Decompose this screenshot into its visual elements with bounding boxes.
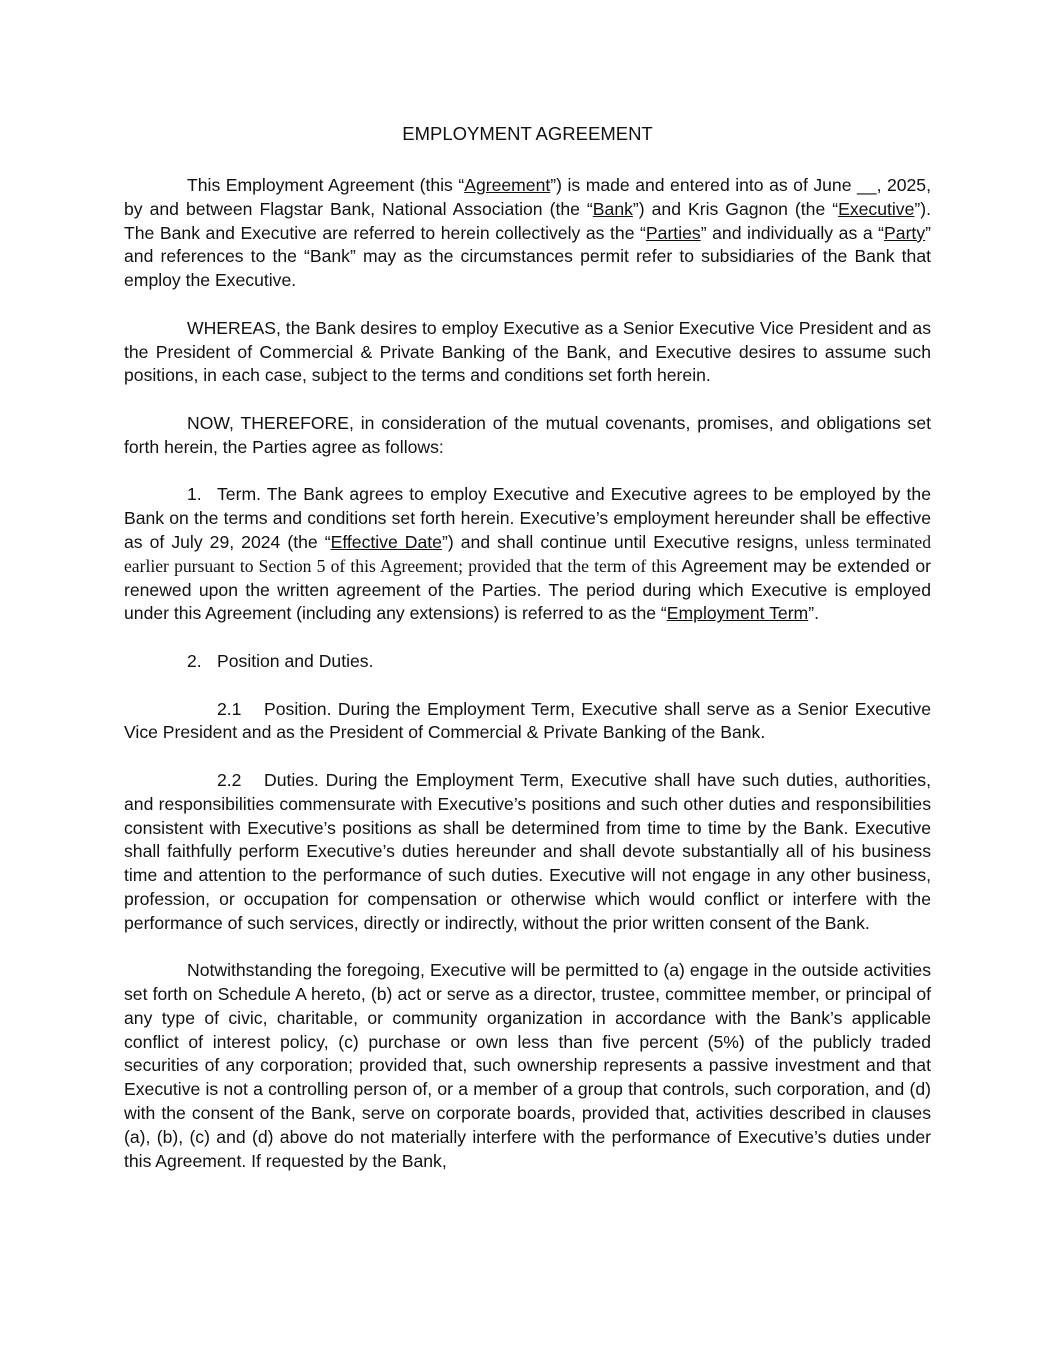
intro-text: ”) and Kris Gagnon (the “	[632, 198, 839, 219]
subsection-text: Duties. During the Employment Term, Executive shall have such duties, authorities, and responsibilities commensurate with Executive’s positions and such other duties and responsibilities consistent with Executive’s positions as shall be determined from time to time by the Bank. Executive shall faithfully perform Executive’s duties hereunder and shall devote substantially all of his business time and attention to the performance of such duties. Executive will not engage in any other business, profession, or occupation for compensation or otherwise which would conflict or interfere with the performance of such services, directly or indirectly, without the prior written consent of the Bank.	[124, 769, 931, 933]
intro-text: ”). The Bank and Executive are referred to herein collectively as the “	[124, 198, 931, 243]
intro-text: This Employment Agreement (this “	[187, 175, 465, 195]
section-2-heading	[124, 650, 931, 674]
defined-term-agreement: Agreement	[464, 175, 551, 195]
defined-term-employment-term: Employment Term	[666, 603, 809, 624]
subsection-text: Position. During the Employment Term, Executive shall serve as a Senior Executive Vice President and as the President of Commercial & Private Banking of the Bank.	[124, 698, 931, 743]
section-1-paragraph	[124, 483, 931, 626]
section-text-serif: unless terminated earlier pursuant to Section 5 of this Agreement; provided that the term of this	[124, 531, 931, 576]
whereas-paragraph: WHEREAS, the Bank desires to employ Executive as a Senior Executive Vice President and as the President of Commercial & Private Banking of the Bank, and Executive desires to assume such positions, in each case, subject to the terms and conditions set forth herein.	[124, 317, 931, 386]
intro-text: ” and individually as a “	[700, 222, 885, 243]
section-number: 2.	[187, 650, 202, 671]
defined-term-parties: Parties	[645, 222, 701, 243]
document-title: EMPLOYMENT AGREEMENT	[402, 123, 653, 144]
section-2-1-paragraph	[124, 698, 931, 746]
document-page	[124, 122, 931, 1173]
section-heading-text: Position and Duties.	[217, 650, 374, 671]
subsection-number: 2.2	[217, 769, 242, 790]
intro-paragraph	[124, 174, 931, 293]
notwithstanding-paragraph: Notwithstanding the foregoing, Executive will be permitted to (a) engage in the outside activities set forth on Schedule A hereto, (b) act or serve as a director, trustee, committee member, or principal of any type of civic, charitable, or community organization in accordance with the Bank’s applicable conflict of interest policy, (c) purchase or own less than five percent (5%) of the publicly traded securities of any corporation; provided that, such ownership represents a passive investment and that Executive is not a controlling person of, or a member of a group that controls, such corporation, and (d) with the consent of the Bank, serve on corporate boards, provided that, activities described in clauses (a), (b), (c) and (d) above do not materially interfere with the performance of Executive’s duties under this Agreement. If requested by the Bank,	[124, 960, 931, 1171]
defined-term-effective-date: Effective Date	[330, 531, 442, 552]
section-text: ”.	[808, 603, 819, 624]
section-text: Agreement may be extended or renewed upon the written agreement of the Parties. The period during which Executive is employed under this Agreement (including any extensions) is referred to as the “	[124, 555, 931, 624]
intro-text: ” and references to the “Bank” may as the circumstances permit refer to subsidiaries of the Bank that employ the Executive.	[124, 222, 931, 291]
section-number: 1.	[187, 484, 202, 505]
intro-text: ”) is made and entered into as of June __, 2025, by and between Flagstar Bank, National Association (the “	[124, 175, 931, 219]
now-therefore-paragraph: NOW, THEREFORE, in consideration of the mutual covenants, promises, and obligations set forth herein, the Parties agree as follows:	[124, 412, 931, 457]
defined-term-bank: Bank	[592, 198, 633, 219]
defined-term-executive: Executive	[838, 198, 915, 219]
section-text: ”) and shall continue until Executive resigns,	[441, 531, 806, 552]
subsection-number: 2.1	[217, 698, 242, 719]
defined-term-party: Party	[884, 222, 926, 243]
section-2-2-paragraph	[124, 769, 931, 936]
section-text: Term. The Bank agrees to employ Executive and Executive agrees to be employed by the Bank on the terms and conditions set forth herein. Executive’s employment hereunder shall be effective as of July 29, 2024 (the “	[124, 484, 931, 552]
